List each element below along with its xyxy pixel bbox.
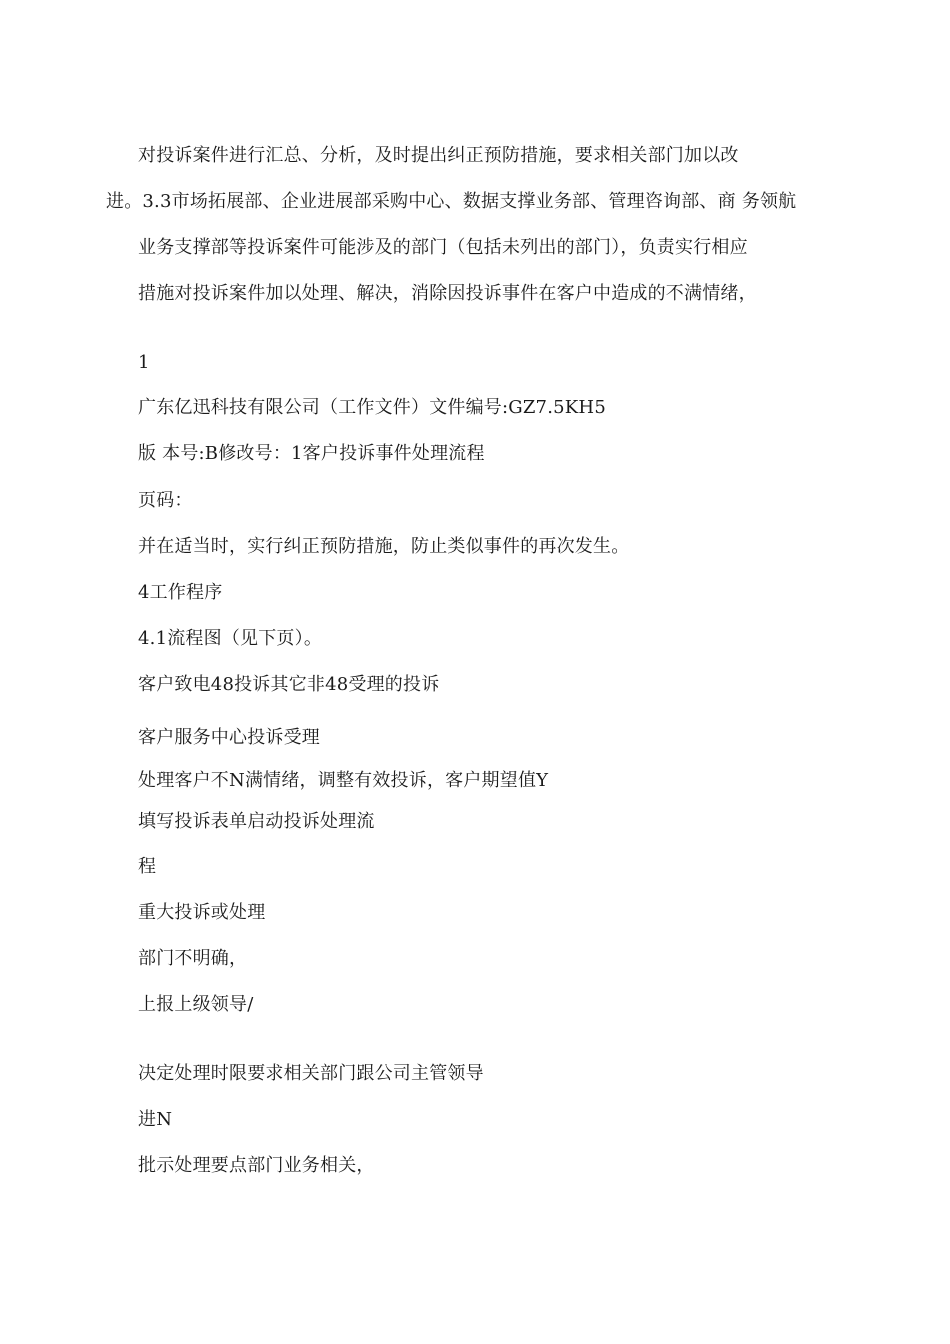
version-line: 版 本号:B修改号：1客户投诉事件处理流程: [138, 443, 485, 464]
flow-text-11: 批示处理要点部门业务相关，: [138, 1155, 375, 1176]
flow-text-3: 处理客户不N满情绪，调整有效投诉，客户期望值Y: [138, 770, 549, 791]
flow-text-2: 客户服务中心投诉受理: [138, 727, 320, 748]
flow-text-4: 填写投诉表单启动投诉处理流: [138, 811, 375, 832]
page-code-label: 页码：: [138, 490, 193, 511]
paragraph-line-1: 对投诉案件进行汇总、分析，及时提出纠正预防措施，要求相关部门加以改: [138, 145, 739, 166]
flow-text-9: 决定处理时限要求相关部门跟公司主管领导: [138, 1063, 484, 1084]
flow-text-6: 重大投诉或处理: [138, 902, 266, 923]
page-number: 1: [138, 352, 150, 373]
paragraph-line-4: 措施对投诉案件加以处理、解决，消除因投诉事件在客户中造成的不满情绪，: [138, 283, 757, 304]
subsection-heading: 4.1流程图（见下页）。: [138, 628, 323, 649]
company-header: 广东亿迅科技有限公司（工作文件）文件编号:GZ7.5KH5: [138, 397, 606, 418]
section-heading: 4工作程序: [138, 582, 223, 603]
flow-text-1: 客户致电48投诉其它非48受理的投诉: [138, 674, 440, 695]
flow-text-8: 上报上级领导/: [138, 994, 254, 1015]
flow-text-5: 程: [138, 856, 157, 877]
flow-text-7: 部门不明确，: [138, 948, 248, 969]
paragraph-line-3: 业务支撑部等投诉案件可能涉及的部门（包括未列出的部门），负责实行相应: [138, 237, 748, 258]
paragraph-line-2: 进。3.3市场拓展部、企业进展部采购中心、数据支撑业务部、管理咨询部、商 务领航: [106, 191, 797, 212]
flow-text-10: 进N: [138, 1109, 173, 1130]
paragraph-line-5: 并在适当时，实行纠正预防措施，防止类似事件的再次发生。: [138, 536, 630, 557]
